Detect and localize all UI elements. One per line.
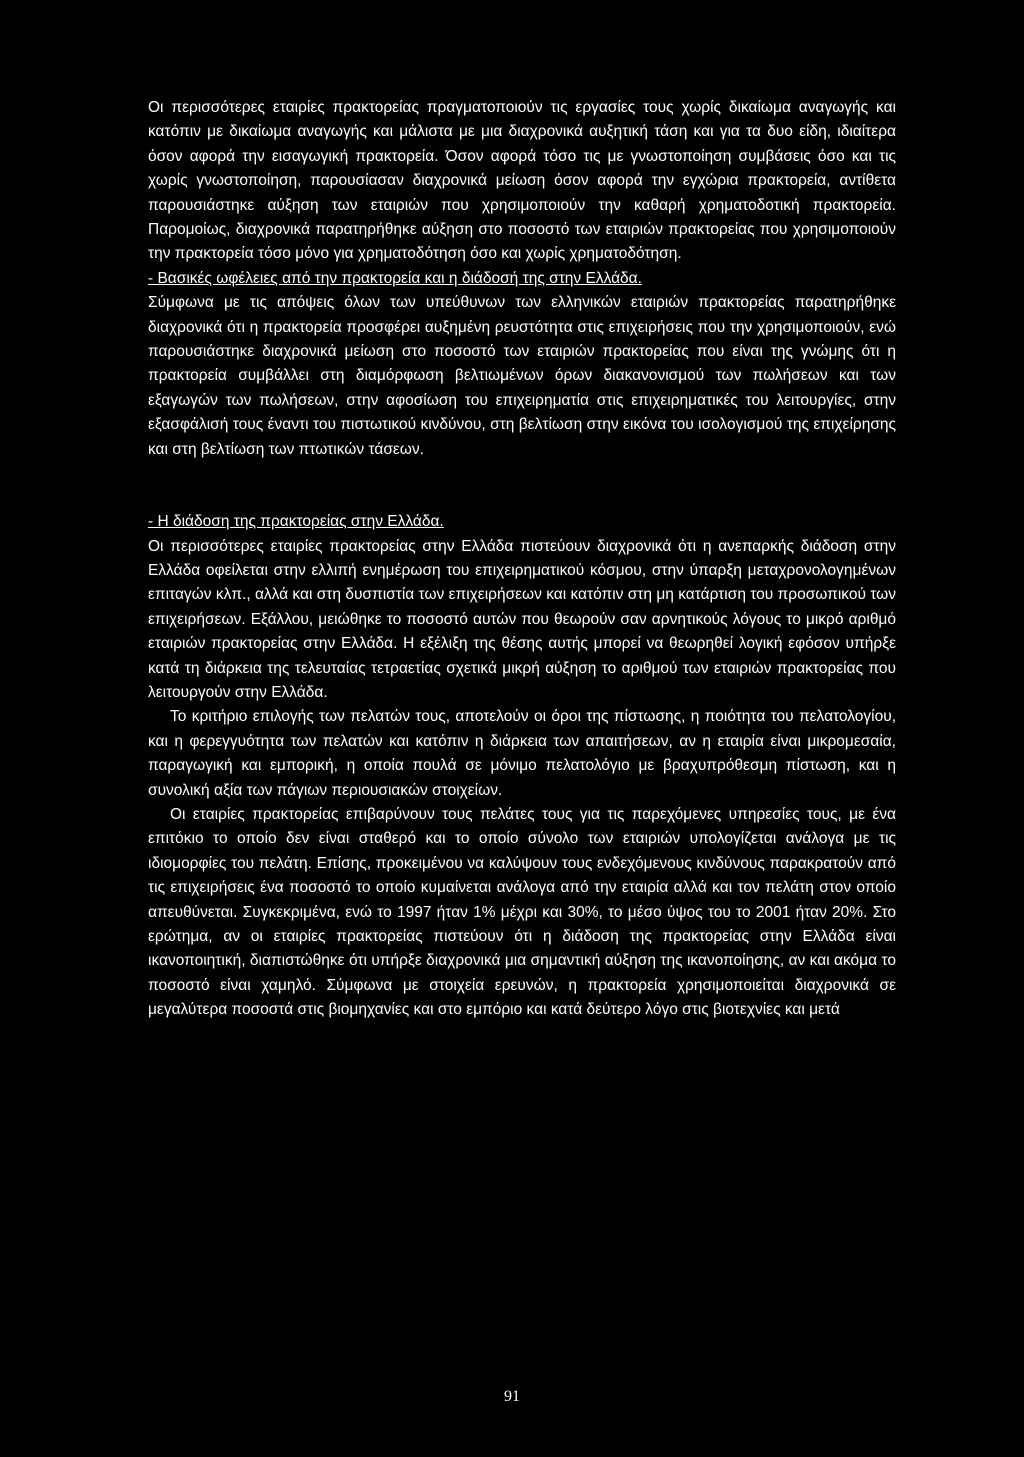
page-number: 91 bbox=[504, 1388, 520, 1405]
spacer bbox=[148, 462, 896, 510]
section-heading-benefits: - Βασικές ωφέλειες από την πρακτορεία και η διάδοσή της στην Ελλάδα. bbox=[148, 269, 642, 287]
paragraph: Το κριτήριο επιλογής των πελατών τους, αποτελούν οι όροι της πίστωσης, η ποιότητα του πελατολογίου, και η φερεγγυότητα των πελατών και κατόπιν η διάρκεια των απαιτήσεων, αν η εταιρία είναι μικρομεσαία, παραγωγική και εμπορική, η οποία πουλά σε μόνιμο πελατολόγιο με βραχυπρόθεσμη πίστωση, και η συνολική αξία των πάγιων περιουσιακών στοιχείων. bbox=[148, 708, 896, 799]
paragraph: Οι περισσότερες εταιρίες πρακτορείας στην Ελλάδα πιστεύουν διαχρονικά ότι η ανεπαρκής διάδοση στην Ελλάδα οφείλεται στην ελλιπή ενημέρωση του επιχειρηματικού κόσμου, στην ύπαρξη μεταχρονολογημένων επιταγών κλπ., αλλά και στη δυσπιστία των επιχειρήσεων και κατόπιν στη μη κατάρτιση του προσωπικού των επιχειρήσεων. Εξάλλου, μειώθηκε το ποσοστό αυτών που θεωρούν σαν αρνητικούς λόγους το μικρό αριθμό εταιριών πρακτορείας στην Ελλάδα. Η εξέλιξη της θέσης αυτής μπορεί να θεωρηθεί λογική εφόσον υπήρξε κατά τη διάρκεια της τελευταίας τετραετίας σχετικά μικρή αύξηση το αριθμού των εταιριών πρακτορείας που λειτουργούν στην Ελλάδα. bbox=[148, 537, 896, 701]
paragraph: Σύμφωνα με τις απόψεις όλων των υπεύθυνων των ελληνικών εταιριών πρακτορείας παρατηρήθηκε διαχρονικά ότι η πρακτορεία προσφέρει αυξημένη ρευστότητα στις επιχειρήσεις που την χρησιμοποιούν, ενώ παρουσιάστηκε διαχρονικά μείωση στο ποσοστό των εταιριών πρακτορείας που είναι της γνώμης ότι η πρακτορεία συμβάλλει στη διαμόρφωση βελτιωμένων όρων διακανονισμού των πωλήσεων και των εξαγωγών των πωλήσεων, στην αφοσίωση του επιχειρηματία στις επιχειρηματικές του λειτουργίες, στην εξασφάλισή τους έναντι του πιστωτικού κινδύνου, στη βελτίωση στην εικόνα του ισολογισμού της επιχείρησης και στη βελτίωση των πτωτικών τάσεων. bbox=[148, 294, 896, 458]
paragraph: Οι εταιρίες πρακτορείας επιβαρύνουν τους πελάτες τους για τις παρεχόμενες υπηρεσίες τους, με ένα επιτόκιο το οποίο δεν είναι σταθερό και το οποίο σύνολο των εταιριών υπολογίζεται ανάλογα με τις ιδιομορφίες του πελάτη. Επίσης, προκειμένου να καλύψουν τους ενδεχόμενους κινδύνους παρακρατούν από τις επιχειρήσεις ένα ποσοστό το οποίο κυμαίνεται ανάλογα από την εταιρία αλλά και τον πελάτη στον οποίο απευθύνεται. Συγκεκριμένα, ενώ το 1997 ήταν 1% μέχρι και 30%, το μέσο ύψος του το 2001 ήταν 20%. Στο ερώτημα, αν οι εταιρίες πρακτορείας πιστεύουν ότι η διάδοση της πρακτορείας στην Ελλάδα είναι ικανοποιητική, διαπιστώθηκε ότι υπήρξε διαχρονικά μια σημαντική αύξηση της ικανοποίησης, αν και ακόμα το ποσοστό είναι χαμηλό. Σύμφωνα με στοιχεία ερευνών, η πρακτορεία χρησιμοποιείται διαχρονικά σε μεγαλύτερα ποσοστά στις βιομηχανίες και στο εμπόριο και κατά δεύτερο λόγο στις βιοτεχνίες και μετά bbox=[148, 805, 896, 1019]
paragraph: Οι περισσότερες εταιρίες πρακτορείας πραγματοποιούν τις εργασίες τους χωρίς δικαίωμα αναγωγής και κατόπιν με δικαίωμα αναγωγής και μάλιστα με μια διαχρονικά αυξητική τάση και για τα δυο είδη, ιδιαίτερα όσον αφορά την εισαγωγική πρακτορεία. Όσον αφορά τόσο τις με γνωστοποίηση συμβάσεις όσο και τις χωρίς γνωστοποίηση, παρουσίασαν διαχρονικά μείωση όσον αφορά την εγχώρια πρακτορεία, αντίθετα παρουσιάστηκε αύξηση των εταιριών που χρησιμοποιούν την καθαρή χρηματοδοτική πρακτορεία. Παρομοίως, διαχρονικά παρατηρήθηκε αύξηση στο ποσοστό των εταιριών πρακτορείας που χρησιμοποιούν την πρακτορεία τόσο μόνο για χρηματοδότηση όσο και χωρίς χρηματοδότηση. bbox=[148, 99, 896, 263]
body-text bbox=[148, 96, 896, 1023]
section-heading-diffusion: - Η διάδοση της πρακτορείας στην Ελλάδα. bbox=[148, 513, 444, 531]
